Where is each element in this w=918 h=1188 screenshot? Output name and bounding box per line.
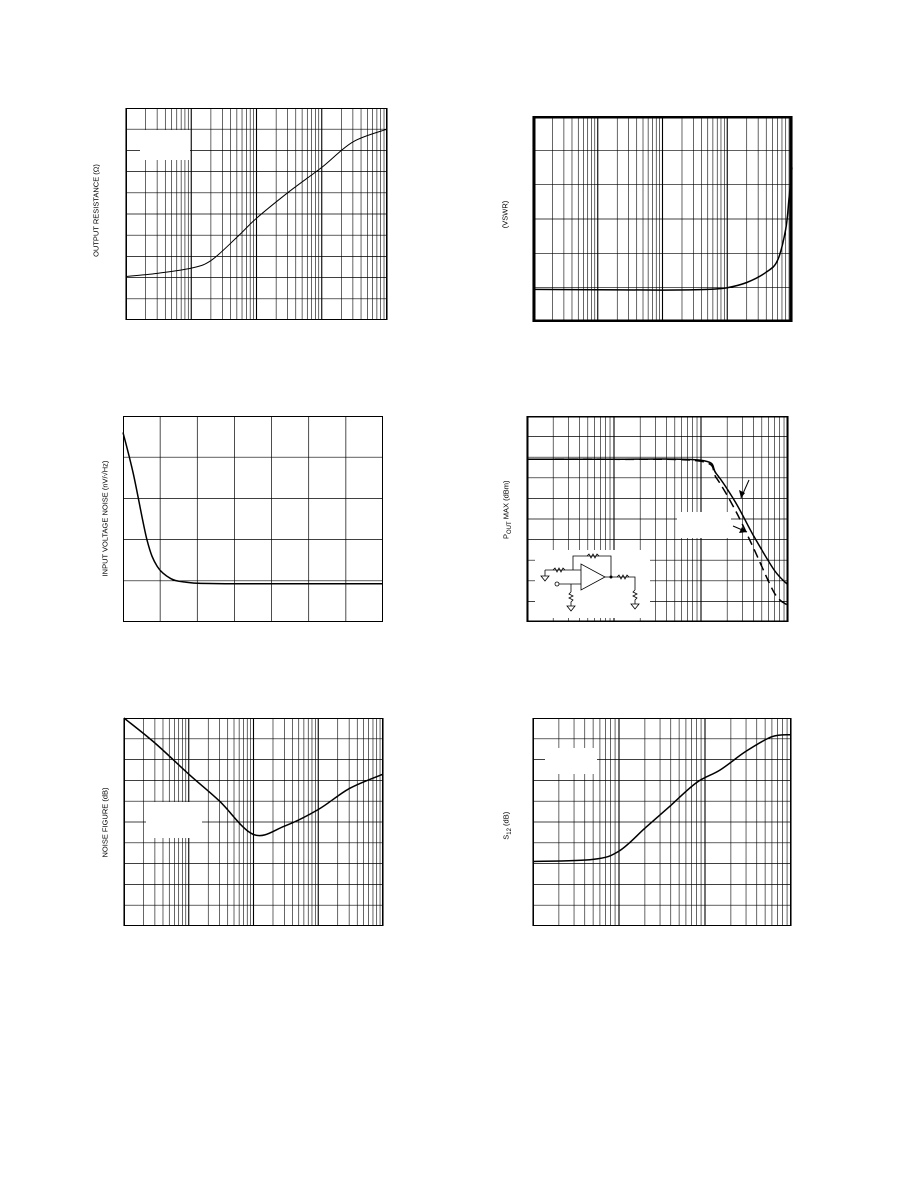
legend-box	[677, 512, 731, 538]
y-axis-label-s12	[501, 801, 513, 851]
chart-input-voltage-noise	[123, 416, 383, 622]
y-axis-label-s12-sub: 12	[506, 828, 513, 835]
y-axis-label-output-resistance: OUTPUT RESISTANCE (Ω)	[91, 164, 101, 257]
y-axis-label-vswr: (VSWR)	[500, 200, 510, 229]
plot-frame	[124, 417, 383, 622]
legend-box	[545, 748, 597, 774]
y-axis-label-pout-max	[501, 465, 513, 555]
chart-s12	[533, 718, 791, 926]
grid-input_voltage_noise	[123, 416, 383, 622]
chart-noise-figure	[124, 718, 383, 926]
y-axis-label-pout-main: P	[501, 534, 511, 540]
legend-box	[140, 130, 190, 160]
y-axis-label-s12-rest: (dB)	[501, 811, 511, 829]
y-axis-label-noise-figure: NOISE FIGURE (dB)	[100, 787, 110, 858]
series-line-input_voltage_noise-0	[123, 433, 383, 584]
chart-svg-output-resistance	[126, 108, 387, 320]
chart-svg-input-voltage-noise	[123, 416, 383, 622]
y-axis-label-s12-main: S	[501, 834, 511, 840]
chart-pout-max	[527, 416, 788, 622]
chart-output-resistance	[126, 108, 387, 320]
y-axis-label-pout-sub: OUT	[506, 521, 513, 534]
y-axis-label-input-voltage-noise: INPUT VOLTAGE NOISE (nV/√Hz)	[100, 460, 110, 577]
amplifier-schematic-inset	[535, 550, 650, 618]
output-node	[610, 576, 613, 579]
chart-vswr	[533, 116, 792, 322]
chart-svg-pout-max	[527, 416, 788, 622]
legend-box	[146, 802, 202, 838]
grid-vswr	[533, 116, 792, 322]
chart-svg-noise-figure	[124, 718, 383, 926]
y-axis-label-pout-rest: MAX (dBm)	[501, 480, 511, 522]
chart-svg-s12	[533, 718, 791, 926]
chart-svg-vswr	[533, 116, 792, 322]
